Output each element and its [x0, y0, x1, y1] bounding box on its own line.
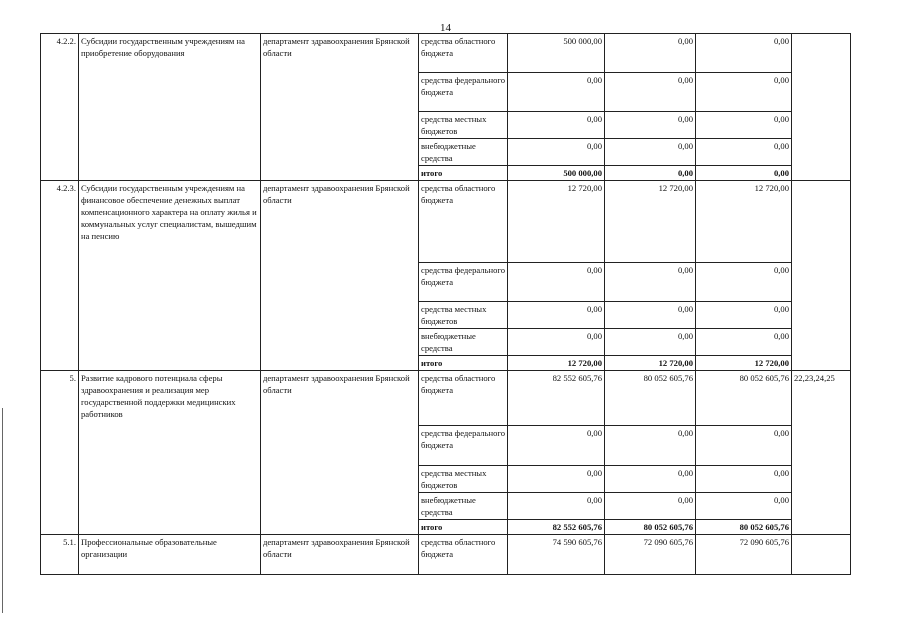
funding-source: средства местных бюджетов: [419, 112, 508, 139]
amount-year-3: 0,00: [696, 466, 792, 493]
amount-year-2: 0,00: [605, 112, 696, 139]
amount-year-3: 0,00: [696, 166, 792, 181]
amount-year-2: 80 052 605,76: [605, 520, 696, 535]
item-name: Субсидии государственным учреждениям на приобретение оборудования: [79, 34, 261, 181]
budget-table: [40, 33, 851, 575]
amount-year-3: 0,00: [696, 139, 792, 166]
amount-year-3: 0,00: [696, 426, 792, 466]
amount-year-1: 0,00: [508, 302, 605, 329]
amount-year-1: 0,00: [508, 73, 605, 112]
funding-source: внебюджетные средства: [419, 493, 508, 520]
funding-source: средства областного бюджета: [419, 34, 508, 73]
amount-year-2: 0,00: [605, 493, 696, 520]
item-executor: департамент здравоохранения Брянской области: [261, 181, 419, 371]
item-name: Развитие кадрового потенциала сферы здравоохранения и реализация мер государственной поддержки медицинских работников: [79, 371, 261, 535]
amount-year-1: 500 000,00: [508, 34, 605, 73]
scan-edge-mark: [2, 408, 3, 613]
amount-year-1: 0,00: [508, 493, 605, 520]
table-row: [41, 181, 851, 263]
amount-year-3: 0,00: [696, 73, 792, 112]
amount-year-1: 0,00: [508, 466, 605, 493]
amount-year-1: 12 720,00: [508, 181, 605, 263]
item-code: 5.: [41, 371, 79, 535]
item-executor: департамент здравоохранения Брянской области: [261, 34, 419, 181]
table-row: [41, 535, 851, 575]
amount-year-2: 0,00: [605, 34, 696, 73]
amount-year-2: 0,00: [605, 329, 696, 356]
amount-year-2: 0,00: [605, 166, 696, 181]
funding-source: средства федерального бюджета: [419, 426, 508, 466]
funding-source: средства областного бюджета: [419, 535, 508, 575]
amount-year-1: 500 000,00: [508, 166, 605, 181]
amount-year-2: 12 720,00: [605, 356, 696, 371]
amount-year-2: 0,00: [605, 73, 696, 112]
amount-year-1: 0,00: [508, 112, 605, 139]
indicator-refs: [792, 34, 851, 181]
amount-year-2: 12 720,00: [605, 181, 696, 263]
funding-source: внебюджетные средства: [419, 139, 508, 166]
amount-year-3: 0,00: [696, 302, 792, 329]
amount-year-3: 80 052 605,76: [696, 520, 792, 535]
amount-year-2: 0,00: [605, 302, 696, 329]
item-name: Профессиональные образовательные организации: [79, 535, 261, 575]
amount-year-1: 82 552 605,76: [508, 371, 605, 426]
funding-source: итого: [419, 166, 508, 181]
item-code: 4.2.3.: [41, 181, 79, 371]
amount-year-2: 72 090 605,76: [605, 535, 696, 575]
amount-year-2: 0,00: [605, 426, 696, 466]
funding-source: итого: [419, 520, 508, 535]
item-code: 5.1.: [41, 535, 79, 575]
amount-year-1: 12 720,00: [508, 356, 605, 371]
indicator-refs: [792, 535, 851, 575]
table-row: [41, 34, 851, 73]
funding-source: итого: [419, 356, 508, 371]
indicator-refs: [792, 181, 851, 371]
amount-year-3: 12 720,00: [696, 181, 792, 263]
amount-year-3: 72 090 605,76: [696, 535, 792, 575]
funding-source: средства федерального бюджета: [419, 73, 508, 112]
amount-year-1: 82 552 605,76: [508, 520, 605, 535]
table-row: [41, 371, 851, 426]
amount-year-3: 12 720,00: [696, 356, 792, 371]
funding-source: средства областного бюджета: [419, 181, 508, 263]
amount-year-1: 0,00: [508, 426, 605, 466]
amount-year-1: 0,00: [508, 139, 605, 166]
amount-year-2: 0,00: [605, 139, 696, 166]
item-executor: департамент здравоохранения Брянской области: [261, 371, 419, 535]
amount-year-1: 74 590 605,76: [508, 535, 605, 575]
page-number: 14: [440, 22, 451, 34]
item-executor: департамент здравоохранения Брянской области: [261, 535, 419, 575]
amount-year-3: 0,00: [696, 493, 792, 520]
funding-source: средства местных бюджетов: [419, 466, 508, 493]
funding-source: средства областного бюджета: [419, 371, 508, 426]
amount-year-1: 0,00: [508, 263, 605, 302]
amount-year-3: 0,00: [696, 34, 792, 73]
amount-year-2: 80 052 605,76: [605, 371, 696, 426]
amount-year-2: 0,00: [605, 466, 696, 493]
item-name: Субсидии государственным учреждениям на финансовое обеспечение денежных выплат компенсационного характера на оплату жилья и коммунальных услуг специалистам, вышедшим на пенсию: [79, 181, 261, 371]
item-code: 4.2.2.: [41, 34, 79, 181]
amount-year-3: 80 052 605,76: [696, 371, 792, 426]
indicator-refs: 22,23,24,25: [792, 371, 851, 535]
funding-source: внебюджетные средства: [419, 329, 508, 356]
funding-source: средства федерального бюджета: [419, 263, 508, 302]
amount-year-3: 0,00: [696, 263, 792, 302]
amount-year-1: 0,00: [508, 329, 605, 356]
amount-year-2: 0,00: [605, 263, 696, 302]
amount-year-3: 0,00: [696, 112, 792, 139]
funding-source: средства местных бюджетов: [419, 302, 508, 329]
amount-year-3: 0,00: [696, 329, 792, 356]
